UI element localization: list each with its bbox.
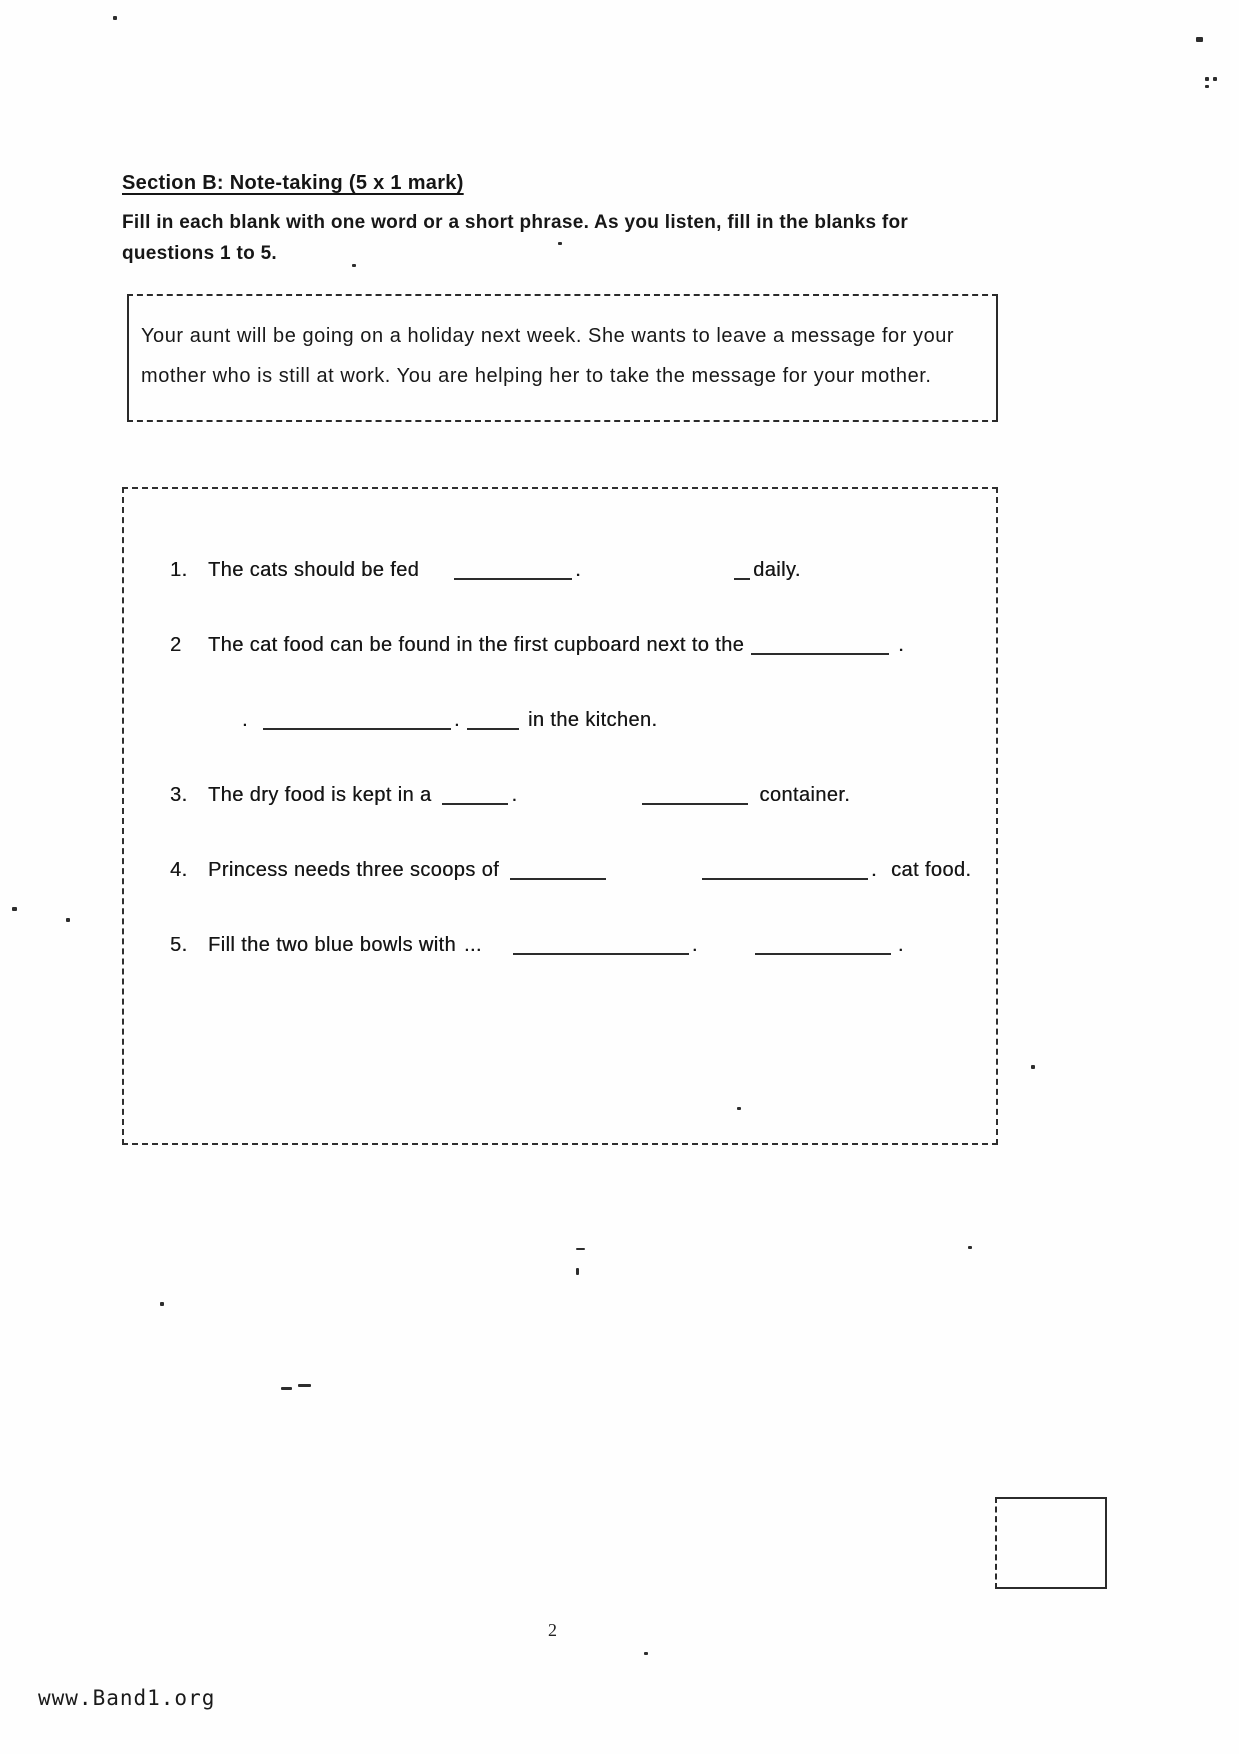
- scan-speck: [12, 907, 17, 911]
- question-text: in the kitchen.: [527, 709, 658, 731]
- scan-speck: [113, 16, 117, 20]
- spacer: [423, 574, 451, 576]
- spacer: [486, 949, 510, 951]
- question-text: Princess needs three scoops of: [208, 859, 500, 881]
- answer-blank: [755, 937, 891, 955]
- question-row: [170, 559, 976, 582]
- question-row: [170, 709, 976, 732]
- question-row: [170, 634, 976, 657]
- question-row: [170, 859, 976, 882]
- answer-blank: [510, 862, 606, 880]
- question-text: cat food.: [891, 859, 972, 881]
- answer-blank: [467, 712, 519, 730]
- answer-blank: [642, 787, 748, 805]
- spacer: [521, 799, 639, 801]
- question-text: The cat food can be found in the first cupboard next to the: [208, 634, 745, 656]
- answer-blank: [454, 562, 572, 580]
- answer-blank: [751, 637, 889, 655]
- answer-blank: [702, 862, 868, 880]
- answer-blank: [442, 787, 508, 805]
- scan-speck: [968, 1246, 972, 1249]
- spacer: [609, 874, 699, 876]
- score-box: [995, 1497, 1107, 1589]
- question-text: .: [898, 634, 905, 656]
- question-text: daily.: [753, 559, 801, 581]
- watermark: www.Band1.org: [38, 1686, 216, 1710]
- scan-speck: [352, 264, 356, 267]
- instructions-line-1: Fill in each blank with one word or a short phrase. As you listen, fill in the blanks for: [122, 212, 909, 233]
- question-number: 1.: [170, 559, 188, 581]
- questions-box: [122, 487, 998, 1145]
- scan-speck: [66, 918, 70, 922]
- scan-speck: [737, 1107, 741, 1110]
- scan-speck: [281, 1387, 292, 1390]
- answer-blank: [263, 712, 451, 730]
- scenario-line-1: Your aunt will be going on a holiday next week. She wants to leave a message for your: [141, 325, 955, 347]
- scan-speck: [1031, 1065, 1035, 1069]
- scan-speck: [160, 1302, 164, 1306]
- question-text: ...: [463, 934, 482, 956]
- scan-speck: [1205, 77, 1209, 81]
- question-row: [170, 784, 976, 807]
- spacer: [585, 574, 731, 576]
- answer-blank: [513, 937, 689, 955]
- spacer: [503, 874, 507, 876]
- question-text: .: [575, 559, 582, 581]
- scan-speck: [1196, 37, 1203, 42]
- question-text: The cats should be fed: [208, 559, 420, 581]
- instructions-line-2: questions 1 to 5.: [122, 243, 278, 264]
- questions-list: [170, 559, 976, 957]
- question-row: [170, 934, 976, 957]
- question-number: 4.: [170, 859, 188, 881]
- section-title: Section B: Note-taking (5 x 1 mark): [122, 172, 464, 194]
- question-number: 2: [170, 634, 182, 656]
- scan-speck: [576, 1248, 585, 1250]
- question-text: .: [453, 709, 460, 731]
- spacer: [435, 799, 439, 801]
- scan-speck: [1213, 77, 1217, 81]
- question-number: 3.: [170, 784, 188, 806]
- scan-speck: [558, 242, 562, 245]
- scenario-box: [127, 294, 998, 422]
- scan-speck: [644, 1652, 648, 1655]
- question-text: .: [511, 784, 518, 806]
- page-number: 2: [548, 1620, 557, 1640]
- scan-speck: [298, 1384, 311, 1387]
- question-text: .: [691, 934, 698, 956]
- question-text: Fill the two blue bowls with: [208, 934, 456, 956]
- question-number: 5.: [170, 934, 188, 956]
- scan-speck: [1205, 85, 1209, 88]
- spacer: [252, 724, 260, 726]
- question-text: container.: [759, 784, 851, 806]
- scenario-line-2: mother who is still at work. You are helping her to take the message for your mother.: [141, 365, 932, 387]
- question-text: .: [242, 709, 248, 731]
- question-text: .: [897, 934, 904, 956]
- question-text: .: [871, 859, 878, 881]
- spacer: [702, 949, 752, 951]
- scan-speck: [576, 1268, 579, 1275]
- spacer: [881, 874, 891, 876]
- question-text: The dry food is kept in a: [208, 784, 432, 806]
- answer-blank: [734, 562, 750, 580]
- section-header: [122, 172, 1022, 269]
